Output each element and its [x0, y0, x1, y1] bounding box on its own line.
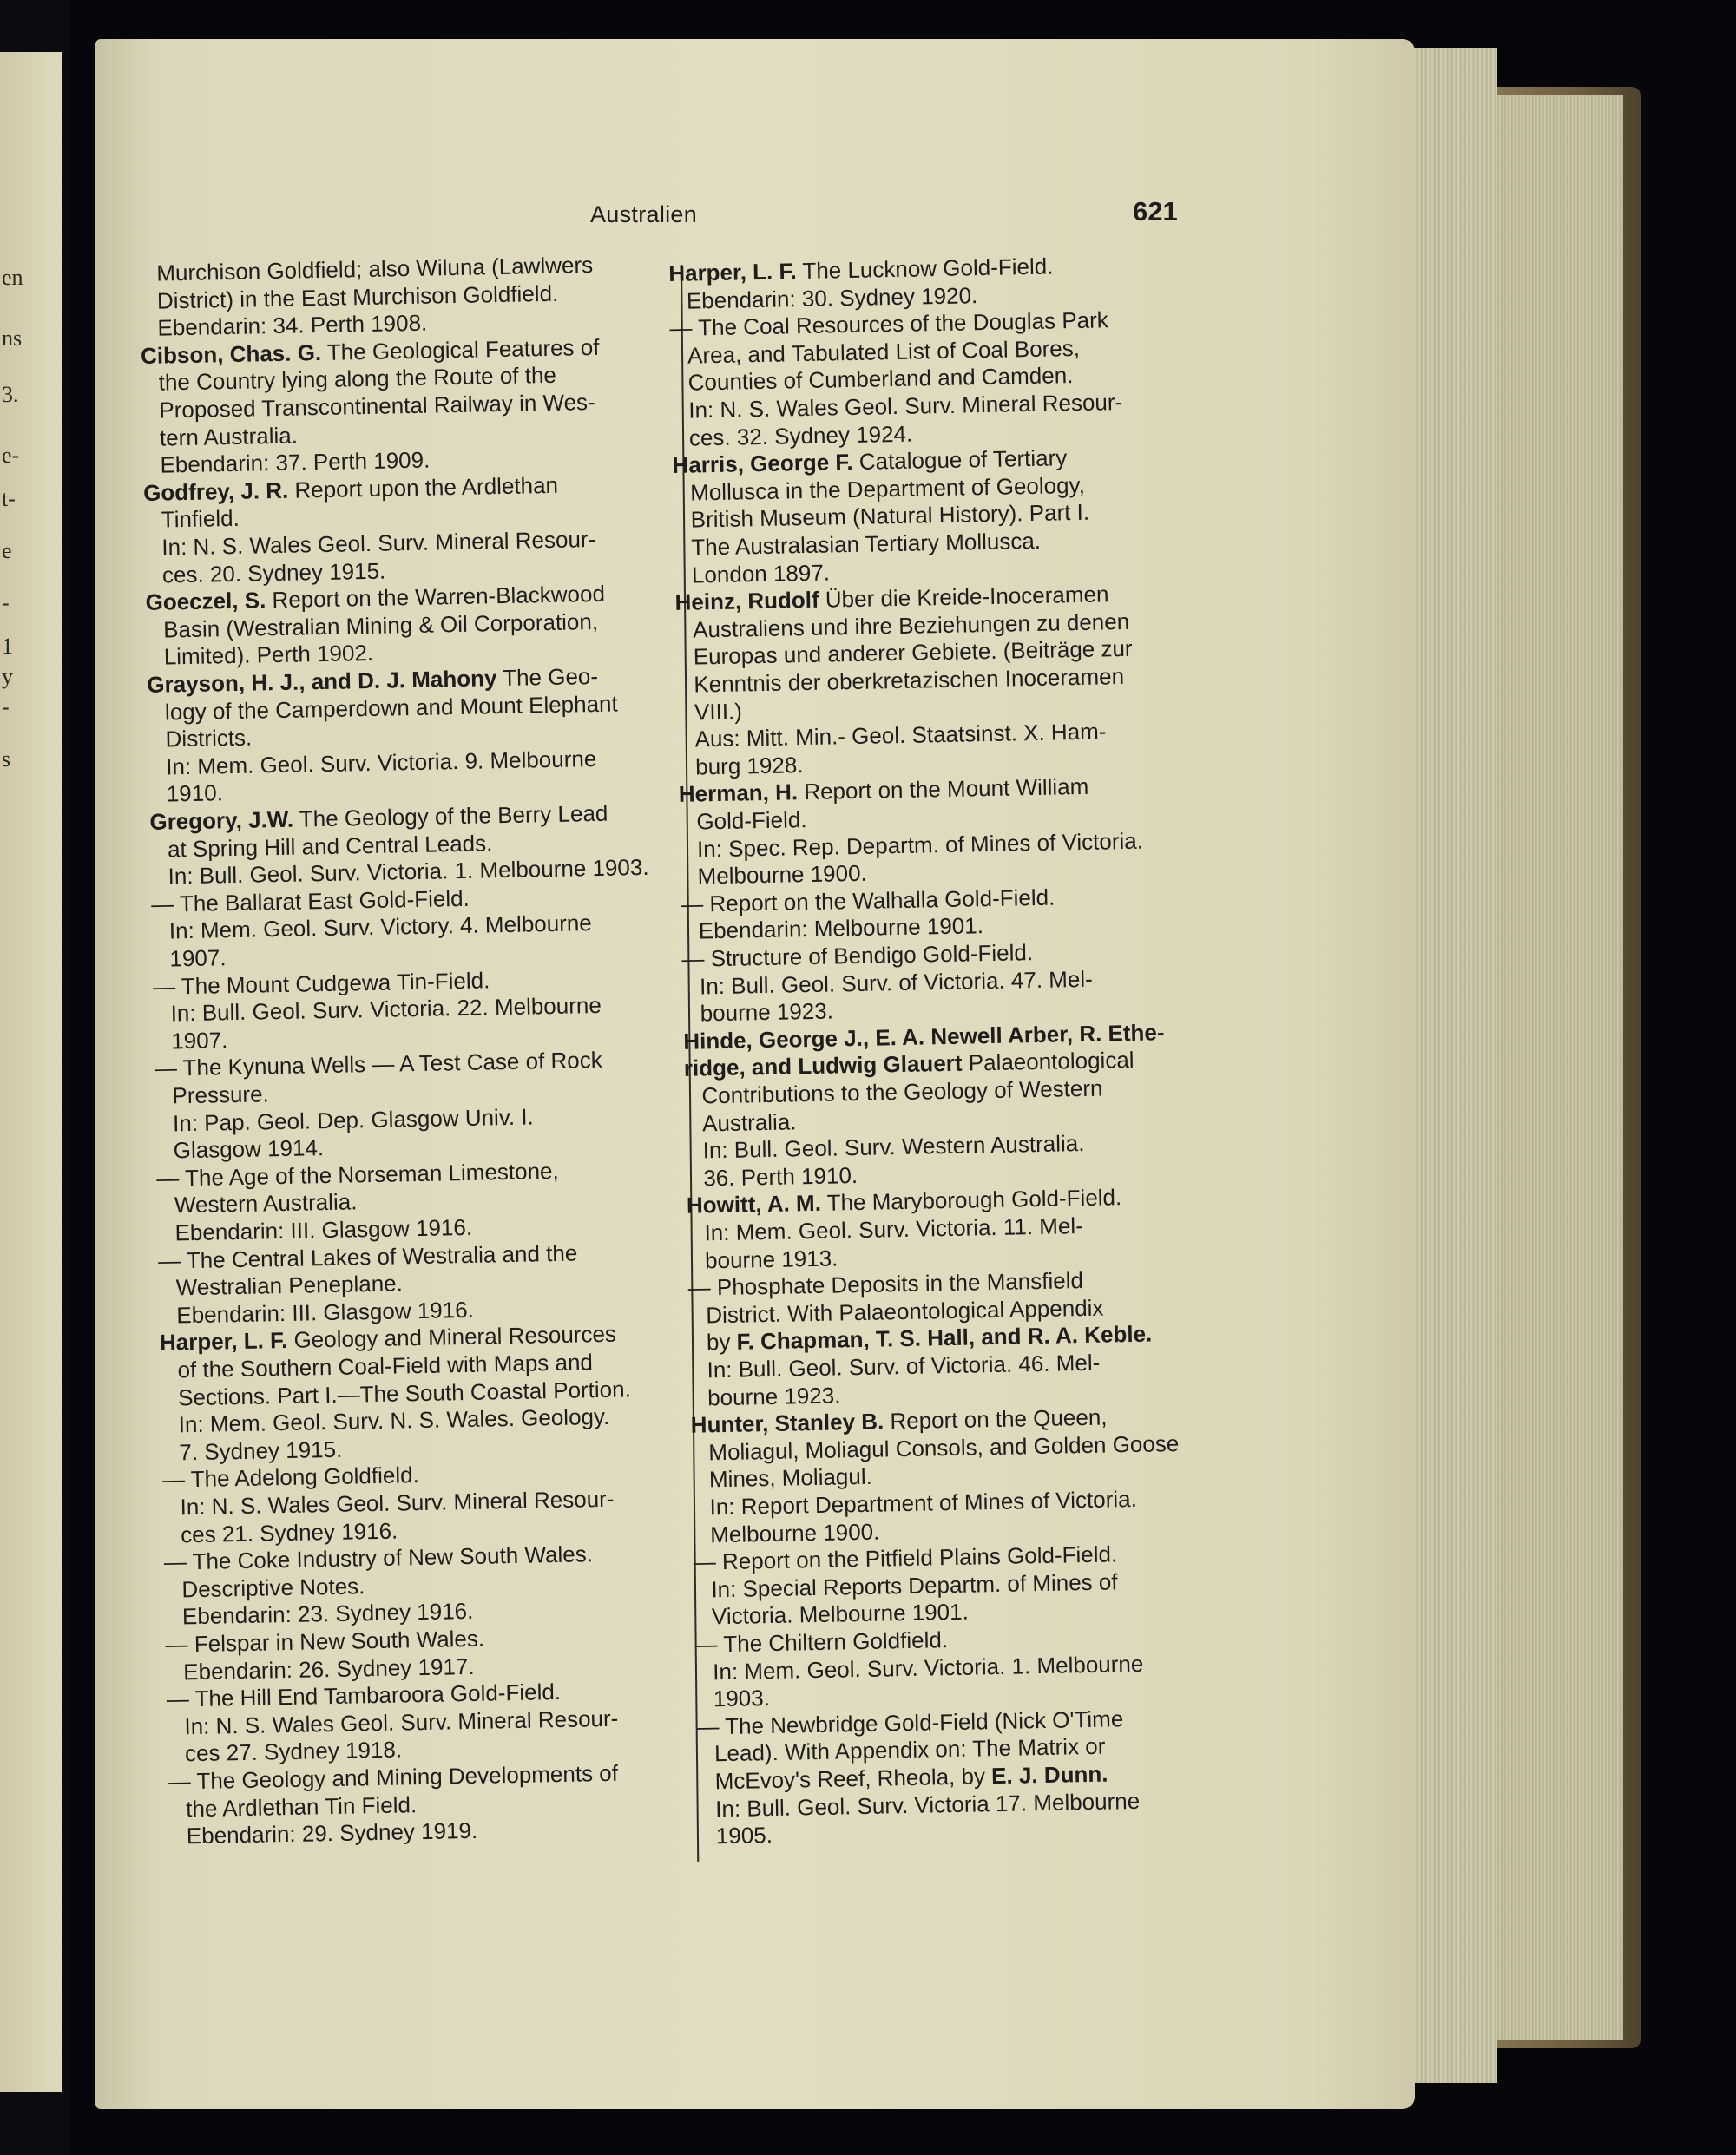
entry-text: the Country lying along the Route of the — [158, 362, 557, 396]
entry-text: In: N. S. Wales Geol. Surv. Mineral Resour- — [180, 1485, 615, 1521]
entry-text: bourne 1923. — [700, 997, 834, 1027]
left-page-edge — [0, 52, 62, 2092]
entry-text: — The Chiltern Goldfield. — [694, 1626, 949, 1658]
entry-text: Contributions to the Geology of Western — [701, 1074, 1103, 1109]
entry-text: In: Bull. Geol. Surv. of Victoria. 47. Mel- — [699, 965, 1094, 1000]
author-name: Howitt, A. M. — [686, 1190, 822, 1219]
left-page-fragment: 1 — [2, 634, 13, 659]
entry-text: of the Southern Coal-Field with Maps and — [177, 1349, 594, 1383]
left-column-line — [175, 1271, 403, 1301]
entry-text: In: Bull. Geol. Surv. Victoria 17. Melbourne — [714, 1787, 1141, 1822]
entry-text: In: Special Reports Departm. of Mines of — [711, 1568, 1118, 1603]
entry-text: In: Pap. Geol. Dep. Glasgow Univ. I. — [172, 1103, 535, 1137]
left-page-fragment: - — [2, 590, 10, 615]
right-column-line — [716, 1822, 773, 1849]
entry-text: Westralian Peneplane. — [175, 1270, 404, 1301]
entry-text: McEvoy's Reef, Rheola, by — [714, 1763, 992, 1795]
left-column-line — [186, 1791, 417, 1822]
left-column-line — [160, 447, 430, 478]
entry-text: London 1897. — [691, 559, 831, 588]
right-column-line — [695, 752, 804, 779]
entry-text: In: Bull. Geol. Surv. Victoria. 22. Melbourne — [170, 992, 602, 1027]
entry-text: The Geological Features of — [320, 333, 600, 365]
left-page-fragment: t- — [2, 486, 16, 511]
entry-text: Districts. — [165, 724, 253, 752]
entry-text: Ebendarin: Melbourne 1901. — [698, 912, 984, 944]
right-column-line — [694, 1626, 948, 1658]
entry-text: — The Newbridge Gold-Field (Nick O'Time — [696, 1705, 1124, 1740]
author-name: Godfrey, J. R. — [142, 476, 289, 506]
entry-text: — Phosphate Deposits in the Mansfield — [687, 1267, 1084, 1301]
left-column-line — [161, 505, 240, 533]
left-column-line — [174, 1189, 358, 1219]
left-column-line — [157, 310, 427, 341]
author-name: Hunter, Stanley B. — [690, 1408, 884, 1438]
entry-text: Geology and Mineral Resources — [287, 1321, 617, 1354]
author-name: Heinz, Rudolf — [674, 586, 819, 616]
entry-text: Ebendarin: 26. Sydney 1917. — [182, 1652, 475, 1685]
right-column-line — [705, 1245, 838, 1273]
entry-text: — The Kynuna Wells — A Test Case of Rock — [154, 1047, 602, 1082]
entry-text: Report on the Mount William — [797, 773, 1089, 805]
entry-text: Australiens und ihre Beziehungen zu denen — [692, 608, 1130, 643]
left-column-line — [160, 422, 299, 450]
text-block-pages — [1476, 95, 1623, 2040]
entry-text: In: Spec. Rep. Departm. of Mines of Victoria. — [696, 827, 1144, 863]
author-name: E. J. Dunn. — [990, 1760, 1108, 1790]
left-page-fragment: ns — [2, 325, 23, 351]
right-column-line — [710, 1518, 880, 1547]
entry-text: Victoria. Melbourne 1901. — [711, 1599, 970, 1630]
entry-text: Melbourne 1900. — [697, 859, 868, 890]
entry-text: In: N. S. Wales Geol. Surv. Mineral Resour- — [184, 1705, 619, 1740]
entry-text: Kenntnis der oberkretazischen Inoceramen — [694, 663, 1125, 698]
page-number: 621 — [1133, 196, 1178, 227]
entry-text: Ebendarin: 29. Sydney 1919. — [186, 1817, 478, 1849]
entry-text: — Structure of Bendigo Gold-Field. — [681, 939, 1034, 972]
entry-text: In: N. S. Wales Geol. Surv. Mineral Resour- — [688, 388, 1123, 424]
left-column-line — [167, 780, 224, 807]
left-column-line — [181, 1517, 398, 1547]
author-name: F. Chapman, T. S. Hall, and R. A. Keble. — [736, 1320, 1153, 1356]
entry-text: 1910. — [166, 779, 224, 807]
left-column-line — [162, 1462, 419, 1493]
entry-text: 1903. — [713, 1685, 771, 1712]
entry-text: Proposed Transcontinental Railway in Wes- — [159, 388, 595, 424]
right-column-line — [687, 282, 978, 313]
left-page-fragment: y — [2, 664, 13, 689]
entry-text: Melbourne 1900. — [709, 1518, 880, 1547]
entry-text: Mollusca in the Department of Geology, — [689, 471, 1086, 506]
entry-text: — The Coke Industry of New South Wales. — [163, 1541, 594, 1575]
entry-text: the Ardlethan Tin Field. — [185, 1790, 418, 1822]
entry-text: Lead). With Appendix on: The Matrix or — [713, 1733, 1106, 1767]
entry-text: logy of the Camperdown and Mount Elephant — [164, 690, 618, 726]
author-name: Harris, George F. — [672, 449, 853, 479]
left-column-line — [179, 1436, 342, 1466]
right-column-line — [713, 1685, 771, 1712]
entry-text: Limited). Perth 1902. — [163, 640, 374, 670]
right-column-line — [709, 1463, 872, 1493]
entry-text: — Report on the Walhalla Gold-Field. — [680, 884, 1055, 917]
left-column-line — [165, 725, 252, 752]
entry-text: In: Report Department of Mines of Victoria. — [709, 1485, 1138, 1521]
page-edges — [1402, 48, 1497, 2083]
left-column-line — [173, 1134, 324, 1163]
entry-text: Ebendarin: III. Glasgow 1916. — [176, 1296, 475, 1329]
left-column-line — [162, 557, 386, 588]
entry-text: Report on the Warren-Blackwood — [265, 580, 606, 614]
entry-text: Ebendarin: 30. Sydney 1920. — [686, 281, 978, 314]
entry-text: Australia. — [701, 1107, 797, 1137]
entry-text: Glasgow 1914. — [173, 1134, 325, 1164]
entry-text: Aus: Mitt. Min.- Geol. Staatsinst. X. Ham- — [694, 718, 1107, 752]
entry-text: In: Mem. Geol. Surv. Victoria. 1. Melbourne — [712, 1650, 1144, 1685]
author-name: Gregory, J.W. — [149, 805, 294, 835]
entry-text: In: Mem. Geol. Surv. Victory. 4. Melbourne — [168, 910, 593, 944]
entry-text: burg 1928. — [694, 751, 804, 780]
entry-text: In: N. S. Wales Geol. Surv. Mineral Resour- — [161, 525, 596, 561]
entry-text: Descriptive Notes. — [181, 1573, 365, 1603]
entry-text: The Geology of the Berry Lead — [293, 799, 608, 832]
author-name: Harper, L. F. — [668, 258, 797, 286]
entry-text: VIII.) — [694, 698, 743, 726]
right-column-line — [697, 860, 867, 890]
entry-text: In: Mem. Geol. Surv. Victoria. 9. Melbourne — [165, 745, 597, 780]
entry-text: — The Central Lakes of Westralia and the — [157, 1239, 578, 1274]
entry-text: — Felspar in New South Wales. — [165, 1625, 485, 1658]
entry-text: Mines, Moliagul. — [708, 1463, 873, 1493]
entry-text: The Maryborough Gold-Field. — [820, 1184, 1122, 1217]
entry-text: British Museum (Natural History). Part I. — [690, 499, 1090, 533]
left-page-fragment: s — [2, 746, 11, 772]
entry-text: ces. 32. Sydney 1924. — [688, 420, 913, 451]
entry-text: at Spring Hill and Central Leads. — [167, 829, 493, 863]
right-column-line — [696, 806, 807, 834]
left-column-line — [163, 640, 373, 670]
entry-text: District) in the East Murchison Goldfield. — [156, 279, 559, 314]
entry-text: 1907. — [170, 1027, 228, 1055]
entry-text: Gold-Field. — [696, 806, 807, 835]
right-column-line — [689, 420, 913, 450]
right-column-line — [692, 559, 831, 588]
entry-text: The Lucknow Gold-Field. — [796, 253, 1054, 285]
entry-text: — The Geology and Mining Developments of — [168, 1759, 619, 1795]
entry-text: Report upon the Ardlethan — [287, 471, 559, 503]
entry-text: Ebendarin: 34. Perth 1908. — [157, 309, 428, 341]
left-page-fragment: - — [2, 694, 10, 719]
entry-text: Europas und anderer Gebiete. (Beiträge zur — [693, 635, 1133, 670]
right-column-line — [707, 1382, 841, 1410]
entry-text: District. With Palaeontological Appendix — [706, 1294, 1104, 1329]
entry-text: — The Age of the Norseman Limestone, — [156, 1157, 559, 1192]
entry-text: The Geo- — [496, 662, 599, 692]
entry-text: Palaeontological — [962, 1047, 1134, 1077]
right-column-line — [700, 998, 833, 1027]
left-column-line — [185, 1737, 403, 1767]
entry-text: Counties of Cumberland and Camden. — [687, 362, 1074, 396]
entry-text: Ebendarin: 23. Sydney 1916. — [181, 1598, 474, 1630]
entry-text: 1907. — [169, 944, 227, 972]
left-page-fragment: e- — [2, 443, 20, 468]
entry-text: — The Ballarat East Gold-Field. — [150, 884, 470, 917]
entry-text: In: Bull. Geol. Surv. of Victoria. 46. Mel- — [707, 1349, 1101, 1383]
running-title: Australien — [590, 201, 698, 227]
entry-text: — The Mount Cudgewa Tin-Field. — [152, 966, 490, 1000]
entry-text: In: Mem. Geol. Surv. Victoria. 11. Mel- — [704, 1212, 1084, 1246]
entry-text: Ebendarin: 37. Perth 1909. — [160, 446, 431, 478]
entry-text: Ebendarin: III. Glasgow 1916. — [174, 1213, 473, 1246]
right-column-line — [699, 913, 984, 944]
entry-text: — The Hill End Tambaroora Gold-Field. — [166, 1679, 562, 1712]
entry-text: Western Australia. — [174, 1188, 358, 1219]
author-name: Harper, L. F. — [159, 1327, 288, 1357]
left-page-fragment: e — [2, 538, 12, 563]
entry-text: Tinfield. — [161, 505, 240, 533]
left-page-fragment: 3. — [2, 382, 19, 407]
entry-text: by — [706, 1329, 737, 1356]
entry-text: In: Bull. Geol. Surv. Western Australia. — [702, 1130, 1085, 1164]
right-column-line — [702, 1108, 797, 1136]
entry-text: 7. Sydney 1915. — [179, 1436, 343, 1466]
author-name: Cibson, Chas. G. — [140, 338, 322, 369]
author-name: Herman, H. — [678, 779, 799, 808]
entry-text: Sections. Part I.—The South Coastal Portion. — [177, 1375, 632, 1410]
entry-text: Moliagul, Moliagul Consols, and Golden Goose — [708, 1429, 1180, 1466]
right-column-line — [712, 1599, 969, 1630]
entry-text: The Australasian Tertiary Mollusca. — [691, 527, 1042, 561]
entry-text: 36. Perth 1910. — [703, 1161, 858, 1192]
entry-text: In: Bull. Geol. Surv. Victoria. 1. Melbourne 1903. — [168, 854, 649, 890]
entry-text: ces 27. Sydney 1918. — [184, 1736, 403, 1767]
left-column-line — [172, 1081, 269, 1108]
entry-text: — Report on the Pitfield Plains Gold-Field. — [693, 1541, 1118, 1575]
entry-text: ces 21. Sydney 1916. — [180, 1517, 398, 1547]
author-name: Goeczel, S. — [145, 587, 266, 616]
left-column-line — [181, 1573, 365, 1602]
entry-text: tern Australia. — [159, 422, 299, 451]
right-column-line — [694, 698, 742, 725]
entry-text: bourne 1923. — [707, 1382, 841, 1410]
entry-text: Basin (Westralian Mining & Oil Corporation, — [162, 608, 599, 643]
entry-text: — The Adelong Goldfield. — [161, 1462, 420, 1494]
entry-text: Murchison Goldfield; also Wiluna (Lawlwers — [155, 251, 594, 286]
author-name: Hinde, George J., E. A. Newell Arber, R. Ethe- — [682, 1018, 1165, 1055]
right-column-line — [703, 1162, 858, 1191]
author-name: Grayson, H. J., and D. J. Mahony — [147, 665, 497, 698]
entry-text: Pressure. — [172, 1081, 270, 1109]
entry-text: Report on the Queen, — [883, 1403, 1108, 1435]
left-column-line — [169, 944, 227, 971]
author-name: ridge, and Ludwig Glauert — [683, 1050, 963, 1082]
entry-text: Catalogue of Tertiary — [852, 444, 1068, 476]
entry-text: Area, and Tabulated List of Coal Bores, — [687, 334, 1081, 369]
entry-text: bourne 1913. — [704, 1245, 838, 1273]
left-column-line — [171, 1027, 228, 1054]
entry-text: Über die Kreide-Inoceramen — [819, 581, 1109, 613]
entry-text: — The Coal Resources of the Douglas Park — [669, 306, 1109, 342]
entry-text: 1905. — [715, 1822, 773, 1849]
entry-text: ces. 20. Sydney 1915. — [161, 557, 386, 588]
entry-text: In: Mem. Geol. Surv. N. S. Wales. Geology. — [178, 1403, 610, 1438]
left-page-fragment: en — [2, 265, 23, 290]
